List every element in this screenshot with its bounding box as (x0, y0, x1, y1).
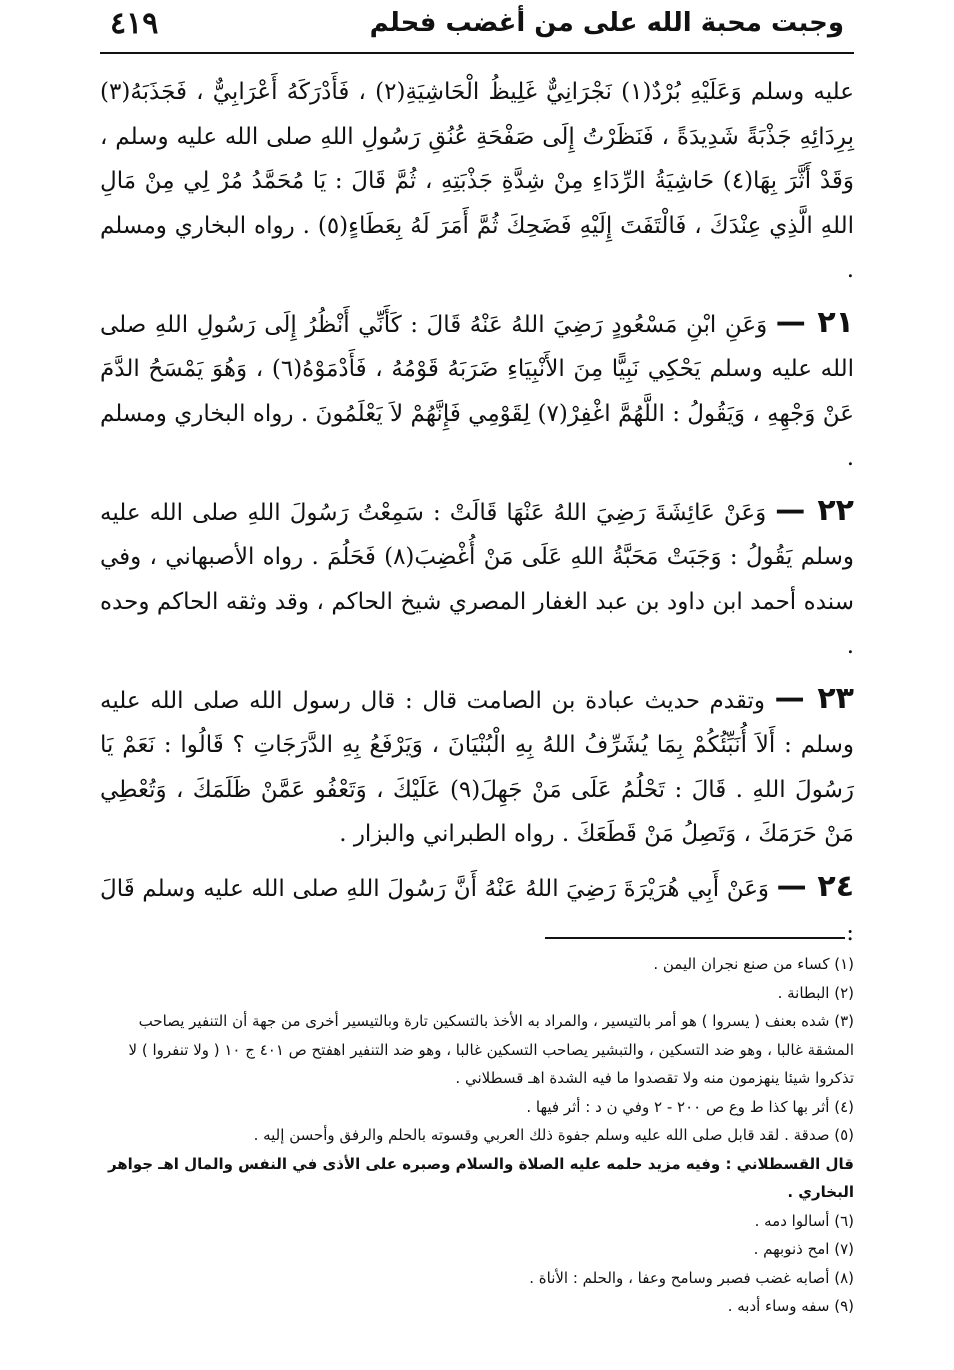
footnote-3: (٣) شده بعنف ( يسروا ) هو أمر بالتيسير ، والمراد به الأخذ بالتسكين تارة وبالتيسير أخرى من جهة أن التنفير يصاحب المشقة غالبا ، وهو ضد التسكين ، والتبشير يصاحب التسكين غالبا ، وهو ضد التنفير اهفتح ص ٤٠١ ج ١٠ ( ولا تنفروا ) لا تذكروا شيئا ينهزمون منه ولا تقصدوا ما فيه الشدة اهـ قسطلاني . (128, 1012, 854, 1087)
hadith-continuation (100, 70, 854, 293)
page-number: ٤١٩ (110, 5, 159, 41)
paragraph-text: وَعَنِ ابْنِ مَسْعُودٍ رَضِيَ اللهُ عَنْهُ قَالَ : كَأَنِّي أَنْظُرُ إِلَى رَسُولِ اللهِ صلى الله عليه وسلم يَحْكِي نَبِيًّا مِنَ الأَنْبِيَاءِ ضَرَبَهُ قَوْمُهُ ، فَأَدْمَوْهُ(٦) ، وَهُوَ يَمْسَحُ الدَّمَ عَنْ وَجْهِهِ ، وَيَقُولُ : اللَّهُمَّ اغْفِرْ(٧) لِقَوْمِي فَإِنَّهُمْ لاَ يَعْلَمُونَ . رواه البخاري ومسلم . (100, 311, 854, 471)
hadith-23 (100, 677, 854, 857)
header-rule (100, 52, 854, 54)
footnote-rule (545, 937, 845, 939)
footnote-6: (٦) أسالوا دمه . (754, 1211, 854, 1230)
page-header (110, 4, 844, 42)
footnote-2: (٢) البطانة . (777, 983, 854, 1002)
hadith-number: ٢٢ — (775, 492, 854, 528)
hadith-number: ٢٤ — (776, 868, 855, 904)
paragraph-text: عليه وسلم وَعَلَيْهِ بُرْدٌ(١) نَجْرَانِيٌّ غَلِيظُ الْحَاشِيَةِ(٢) ، فَأَدْرَكَهُ أَعْرَابِيٌّ ، فَجَذَبَهُ(٣) بِرِدَائِهِ جَذْبَةً شَدِيدَةً ، فَنَظَرْتُ إِلَى صَفْحَةِ عُنُقِ رَسُولِ اللهِ صلى الله عليه وسلم ، وَقَدْ أَثَّرَ بِهَا(٤) حَاشِيَةُ الرِّدَاءِ مِنْ شِدَّةِ جَذْبَتِهِ ، ثُمَّ قَالَ : يَا مُحَمَّدُ مُرْ لِي مِنْ مَالِ اللهِ الَّذِي عِنْدَكَ ، فَالْتَفَتَ إِلَيْهِ فَضَحِكَ ثُمَّ أَمَرَ لَهُ بِعَطَاءٍ(٥) . رواه البخاري ومسلم . (100, 79, 854, 283)
paragraph-text: وَعَنْ أَبِي هُرَيْرَةَ رَضِيَ اللهُ عَنْهُ أَنَّ رَسُولَ اللهِ صلى الله عليه وسلم قَالَ : (100, 875, 854, 946)
hadith-21 (100, 301, 854, 481)
footnote-5: (٥) صدقة . لقد قابل صلى الله عليه وسلم جفوة ذلك العربي وقسوته بالحلم والرفق وأحسن إليه . (253, 1126, 854, 1144)
footnote-5-note: قال القسطلاني : وفيه مزيد حلمه عليه الصلاة والسلام وصبره على الأذى في النفس والمال اهـ جواهر البخاري . (107, 1154, 854, 1201)
hadith-24 (100, 865, 854, 956)
hadith-number: ٢٣ — (774, 680, 854, 716)
footnote-4: (٤) أثر بها كذا ط وع ص ٢٠٠ - ٢ وفي ن د : أثر فيها . (526, 1097, 854, 1116)
footnote-7: (٧) امح ذنوبهم . (753, 1240, 854, 1258)
main-text (100, 70, 854, 956)
footnote-8: (٨) أصابه غضب فصبر وسامح وعفا ، والحلم : الأناة . (529, 1268, 854, 1287)
footnotes (105, 950, 854, 1321)
hadith-22 (100, 489, 854, 669)
paragraph-text: وتقدم حديث عبادة بن الصامت قال : قال رسول الله صلى الله عليه وسلم : أَلاَ أُنَبِّئُكُمْ بِمَا يُشَرِّفُ اللهُ بِهِ الْبُنْيَانَ ، وَيَرْفَعُ بِهِ الدَّرَجَاتِ ؟ قَالُوا : نَعَمْ يَا رَسُولَ اللهِ . قَالَ : تَحْلُمُ عَلَى مَنْ جَهِلَ(٩) عَلَيْكَ ، وَتَعْفُو عَمَّنْ ظَلَمَكَ ، وَتُعْطِي مَنْ حَرَمَكَ ، وَتَصِلُ مَنْ قَطَعَكَ . رواه الطبراني والبزار . (100, 687, 854, 847)
running-title: وجبت محبة الله على من أغضب فحلم (369, 8, 844, 38)
footnote-9: (٩) سفه وساء أدبه . (727, 1297, 854, 1315)
footnote-1: (١) كساء من صنع نجران اليمن . (653, 955, 854, 973)
hadith-number: ٢١ — (775, 304, 854, 340)
paragraph-text: وَعَنْ عَائِشَةَ رَضِيَ اللهُ عَنْهَا قَالَتْ : سَمِعْتُ رَسُولَ اللهِ صلى الله عليه وسلم يَقُولُ : وَجَبَتْ مَحَبَّةُ اللهِ عَلَى مَنْ أُغْضِبَ(٨) فَحَلُمَ . رواه الأصبهاني ، وفي سنده أحمد ابن داود بن عبد الغفار المصري شيخ الحاكم ، وقد وثقه الحاكم وحده . (100, 499, 854, 659)
